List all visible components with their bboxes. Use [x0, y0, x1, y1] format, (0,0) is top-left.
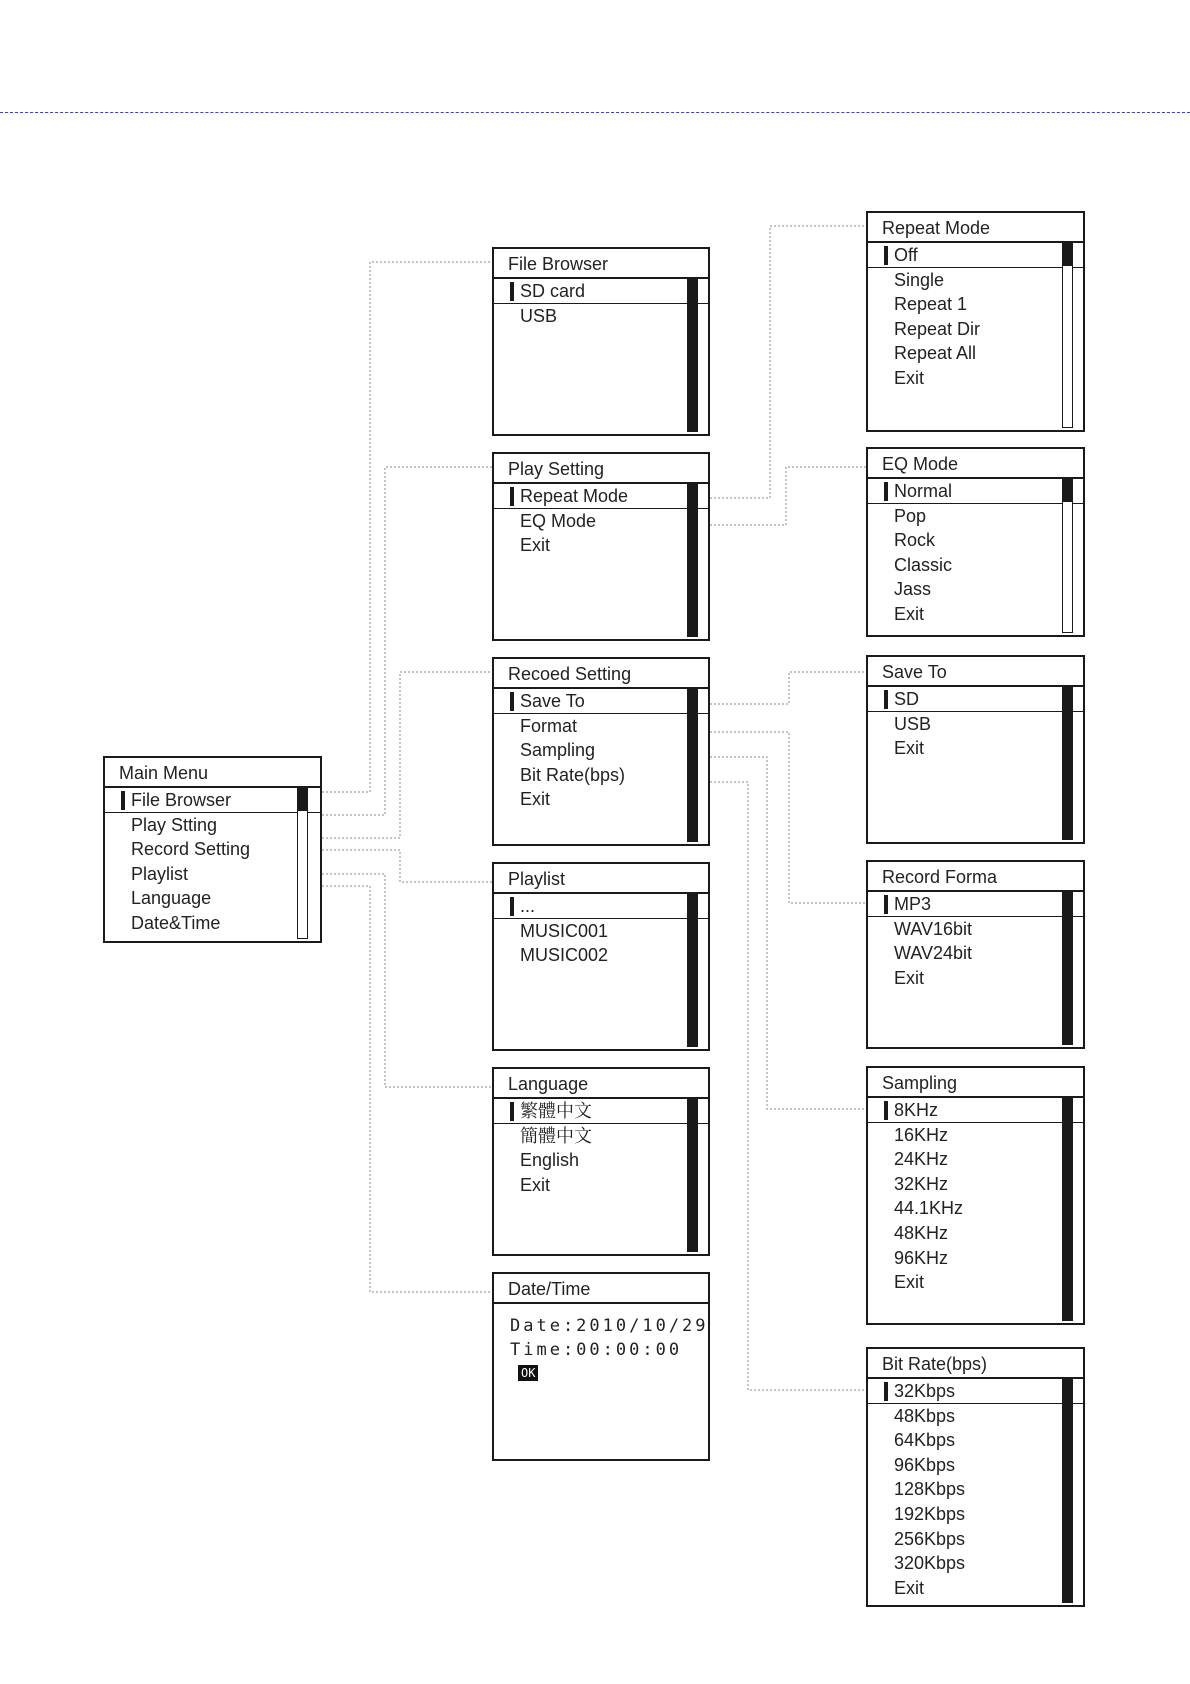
save-to-list — [868, 687, 1083, 842]
save-to-item: SD — [868, 687, 1083, 712]
connector-save-to — [710, 672, 866, 704]
playlist-item: ... — [494, 894, 708, 919]
connector-record-format — [710, 732, 866, 903]
record-setting-title: Recoed Setting — [494, 659, 708, 689]
main-menu-list — [105, 788, 320, 941]
language-item: 繁體中文 — [494, 1099, 708, 1124]
bit-rate-item: 256Kbps — [894, 1528, 966, 1549]
save-to-item: Exit — [894, 738, 925, 759]
eq-mode-item: Normal — [868, 479, 1083, 504]
bit-rate-item: 128Kbps — [894, 1479, 966, 1500]
bit-rate-panel — [866, 1347, 1085, 1607]
record-setting-item: Sampling — [520, 740, 596, 761]
save-to-panel — [866, 655, 1085, 844]
repeat-mode-item: Repeat Dir — [894, 318, 981, 339]
language-item: 簡體中文 — [520, 1125, 592, 1146]
record-setting-item: Bit Rate(bps) — [520, 764, 626, 785]
ok-confirm-chip: OK — [518, 1365, 538, 1381]
bit-rate-item: 96Kbps — [894, 1454, 956, 1475]
file-browser-title: File Browser — [494, 249, 708, 279]
menu-item-file-browser: File Browser — [105, 788, 320, 813]
eq-mode-item: Pop — [894, 505, 927, 526]
eq-mode-item: Rock — [894, 530, 936, 551]
play-setting-title: Play Setting — [494, 454, 708, 484]
repeat-mode-title: Repeat Mode — [868, 213, 1083, 243]
sampling-scrollbar — [1062, 1098, 1073, 1321]
connector-file-browser — [322, 262, 492, 792]
playlist-list — [494, 894, 708, 1049]
play-setting-item: Exit — [520, 535, 551, 556]
playlist-title: Playlist — [494, 864, 708, 894]
bit-rate-scrollbar — [1062, 1379, 1073, 1603]
connector-sampling — [710, 757, 866, 1109]
main-menu-scrollbar — [297, 788, 308, 939]
sampling-item: 44.1KHz — [894, 1198, 964, 1219]
record-setting-item: Save To — [494, 689, 708, 714]
menu-item-play-setting: Play Stting — [131, 814, 218, 835]
save-to-title: Save To — [868, 657, 1083, 687]
record-format-item: MP3 — [868, 892, 1083, 917]
play-setting-item: Repeat Mode — [494, 484, 708, 509]
eq-mode-item: Classic — [894, 554, 953, 575]
sampling-title: Sampling — [868, 1068, 1083, 1098]
playlist-item: MUSIC002 — [520, 945, 609, 966]
repeat-mode-item: Exit — [894, 367, 925, 388]
connector-eq-mode — [710, 467, 866, 525]
sampling-item: 24KHz — [894, 1149, 949, 1170]
eq-mode-item: Exit — [894, 603, 925, 624]
record-setting-panel — [492, 657, 710, 846]
bit-rate-item: 32Kbps — [868, 1379, 1083, 1404]
sampling-item: Exit — [894, 1272, 925, 1293]
record-setting-item: Exit — [520, 789, 551, 810]
record-setting-scrollbar — [687, 689, 698, 842]
connector-language — [322, 874, 492, 1087]
eq-mode-list — [868, 479, 1083, 635]
eq-mode-panel — [866, 447, 1085, 637]
connector-date-time — [322, 886, 492, 1292]
menu-item-record-setting: Record Setting — [131, 839, 251, 860]
bit-rate-item: Exit — [894, 1577, 925, 1598]
sampling-item: 96KHz — [894, 1247, 949, 1268]
file-browser-item: SD card — [494, 279, 708, 304]
repeat-mode-scrollbar — [1062, 243, 1073, 428]
file-browser-item: USB — [520, 305, 558, 326]
time-row — [494, 1338, 708, 1380]
connector-repeat-mode — [710, 226, 866, 498]
save-to-item: USB — [894, 713, 932, 734]
bit-rate-item: 48Kbps — [894, 1405, 956, 1426]
main-menu-title: Main Menu — [105, 758, 320, 788]
sampling-item: 32KHz — [894, 1173, 949, 1194]
language-item: English — [520, 1150, 580, 1171]
play-setting-list — [494, 484, 708, 639]
record-setting-item: Format — [520, 715, 578, 736]
record-format-list — [868, 892, 1083, 1047]
connector-record-setting — [322, 672, 492, 838]
repeat-mode-item: Off — [868, 243, 1083, 268]
eq-mode-scrollbar — [1062, 479, 1073, 633]
language-panel — [492, 1067, 710, 1256]
playlist-panel — [492, 862, 710, 1051]
language-list — [494, 1099, 708, 1254]
playlist-scrollbar — [687, 894, 698, 1047]
play-setting-panel — [492, 452, 710, 641]
main-menu-panel — [103, 756, 322, 943]
repeat-mode-panel — [866, 211, 1085, 432]
time-value: Time:00:00:00 — [510, 1340, 683, 1360]
repeat-mode-item: Repeat All — [894, 343, 977, 364]
date-value: Date:2010/10/29 — [510, 1316, 709, 1336]
sampling-panel — [866, 1066, 1085, 1325]
date-time-values — [494, 1314, 709, 1380]
bit-rate-item: 320Kbps — [894, 1553, 966, 1574]
bit-rate-title: Bit Rate(bps) — [868, 1349, 1083, 1379]
bit-rate-item: 192Kbps — [894, 1503, 966, 1524]
menu-item-playlist: Playlist — [131, 863, 189, 884]
record-format-panel — [866, 860, 1085, 1049]
repeat-mode-scroll-thumb — [1063, 244, 1072, 266]
sampling-item: 8KHz — [868, 1098, 1083, 1123]
bit-rate-list — [868, 1379, 1083, 1605]
record-format-item: WAV16bit — [894, 918, 973, 939]
date-time-title: Date/Time — [494, 1274, 708, 1304]
repeat-mode-list — [868, 243, 1083, 430]
repeat-mode-item: Repeat 1 — [894, 294, 968, 315]
sampling-item: 16KHz — [894, 1124, 949, 1145]
connector-play-setting — [322, 467, 492, 815]
repeat-mode-item: Single — [894, 269, 945, 290]
eq-mode-scroll-thumb — [1063, 480, 1072, 502]
menu-item-date-time: Date&Time — [131, 912, 221, 933]
save-to-scrollbar — [1062, 687, 1073, 840]
connector-playlist — [322, 850, 492, 882]
sampling-list — [868, 1098, 1083, 1323]
connector-bit-rate — [710, 782, 866, 1390]
record-format-scrollbar — [1062, 892, 1073, 1045]
record-format-title: Record Forma — [868, 862, 1083, 892]
bit-rate-item: 64Kbps — [894, 1430, 956, 1451]
menu-item-language: Language — [131, 888, 212, 909]
record-format-item: Exit — [894, 967, 925, 988]
eq-mode-title: EQ Mode — [868, 449, 1083, 479]
play-setting-item: EQ Mode — [520, 510, 597, 531]
file-browser-list — [494, 279, 708, 434]
playlist-item: MUSIC001 — [520, 920, 609, 941]
record-setting-list — [494, 689, 708, 844]
language-item: Exit — [520, 1174, 551, 1195]
date-time-panel — [492, 1272, 710, 1461]
play-setting-scrollbar — [687, 484, 698, 637]
main-menu-scroll-thumb — [298, 789, 307, 811]
file-browser-panel — [492, 247, 710, 436]
language-scrollbar — [687, 1099, 698, 1252]
record-format-item: WAV24bit — [894, 943, 973, 964]
eq-mode-item: Jass — [894, 579, 932, 600]
file-browser-scrollbar — [687, 279, 698, 432]
sampling-item: 48KHz — [894, 1222, 949, 1243]
language-title: Language — [494, 1069, 708, 1099]
